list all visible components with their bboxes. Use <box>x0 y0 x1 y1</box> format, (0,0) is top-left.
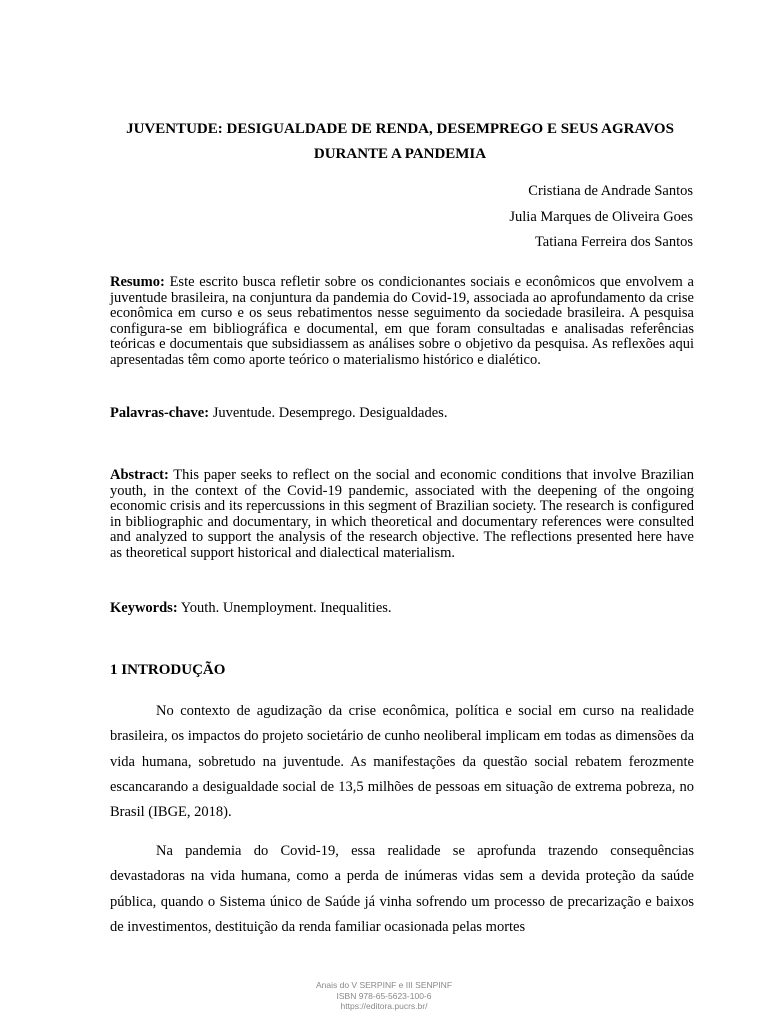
footer-url[interactable]: https://editora.pucrs.br/ <box>340 1001 428 1011</box>
abstract-paragraph <box>110 468 694 562</box>
resumo-label: Resumo: <box>110 274 165 290</box>
keywords-label: Keywords: <box>110 600 178 616</box>
author-name: Tatiana Ferreira dos Santos <box>534 234 693 250</box>
author-name: Julia Marques de Oliveira Goes <box>509 208 693 225</box>
resumo-text: Este escrito busca refletir sobre os condicionantes sociais e econômicos que envolvem a juventude brasileira, na conjuntura da pandemia do Covid-19, associada ao aprofundamento da crise econômica em curso e os seus rebatimentos nesse seguimento da sociedade brasileira. A pesquisa configura-se em bibliográfica e documental, em que foram consultadas e analisadas referências teóricas e documentais que subsidiassem as análises sobre o objetivo da pesquisa. As reflexões aqui apresentadas têm como aporte teórico o materialismo histórico e dialético. <box>110 274 694 368</box>
body-paragraph: No contexto de agudização da crise econômica, política e social em curso na realidade brasileira, os impactos do projeto societário de cunho neoliberal implicam em todas as dimensões da vida humana, sobretudo na juventude. As manifestações da questão social rebatem ferozmente escancarando a desigualdade social de 13,5 milhões de pessoas em situação de extrema pobreza, no Brasil (IBGE, 2018). <box>110 703 694 821</box>
abstract-text: This paper seeks to reflect on the social and economic conditions that involve Brazilian youth, in the context of the Covid-19 pandemic, associated with the deepening of the ongoing economic crisis and its repercussions in this segment of Brazilian society. The research is configured in bibliographic and documentary, in which theoretical and documentary references were consulted and analyzed to support the analysis of the research objective. The reflections presented here have as theoretical support historical and dialectical materialism. <box>110 467 694 561</box>
section-heading: 1 INTRODUÇÃO <box>110 662 226 678</box>
page-footer <box>0 980 768 1012</box>
title-line-2: DURANTE A PANDEMIA <box>313 146 487 162</box>
footer-isbn: ISBN 978-65-5623-100-6 <box>336 990 432 1001</box>
palavras-chave-line <box>110 405 694 421</box>
keywords-text: Youth. Unemployment. Inequalities. <box>180 600 392 616</box>
keywords-line <box>110 600 694 616</box>
paper-title <box>100 117 700 167</box>
palavras-chave-label: Palavras-chave: <box>110 405 210 421</box>
palavras-chave-text: Juventude. Desemprego. Desigualdades. <box>212 405 448 421</box>
author-list <box>509 179 693 256</box>
footer-proceedings: Anais do V SERPINF e III SENPINF <box>315 980 453 990</box>
author-name: Cristiana de Andrade Santos <box>528 183 693 199</box>
abstract-label: Abstract: <box>110 467 169 483</box>
title-line-1: JUVENTUDE: DESIGUALDADE DE RENDA, DESEMPREGO E SEUS AGRAVOS <box>126 121 674 137</box>
resumo-paragraph <box>110 275 694 369</box>
body-paragraph: Na pandemia do Covid-19, essa realidade se aprofunda trazendo consequências devastadoras na vida humana, como a perda de inúmeras vidas sem a devida proteção da saúde pública, quando o Sistema único de Saúde já vinha sofrendo um processo de precarização e baixos de investimentos, destituição da renda familiar ocasionada pelas mortes <box>110 843 694 935</box>
